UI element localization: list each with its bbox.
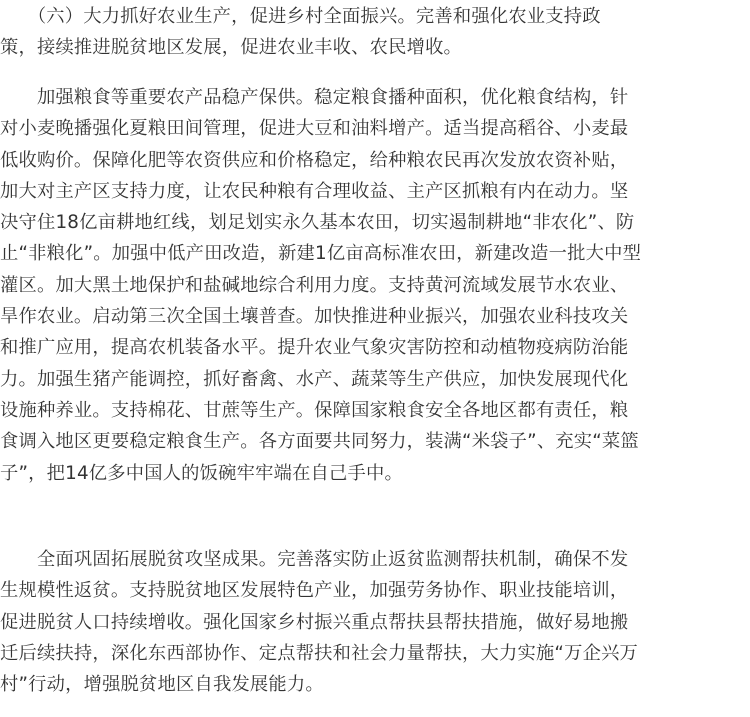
text-line: 设施种养业。支持棉花、甘蔗等生产。保障国家粮食安全各地区都有责任，粮 <box>0 399 629 421</box>
text-line: 低收购价。保障化肥等农资供应和价格稳定，给种粮农民再次发放农资补贴， <box>0 149 629 171</box>
text-line: 和推广应用，提高农机装备水平。提升农业气象灾害防控和动植物疫病防治能 <box>0 337 629 359</box>
paragraph-agriculture-heading <box>0 1 750 64</box>
text-line: 生规模性返贫。支持脱贫地区发展特色产业，加强劳务协作、职业技能培训， <box>0 580 629 602</box>
text-line: 决守住18亿亩耕地红线，划足划实永久基本农田，切实遏制耕地“非农化”、防 <box>0 212 635 234</box>
text-line: 食调入地区更要稳定粮食生产。各方面要共同努力，装满“米袋子”、充实“菜篮 <box>0 431 639 453</box>
text-line: 加大对主产区支持力度，让农民种粮有合理收益、主产区抓粮有内在动力。坚 <box>0 180 629 202</box>
paragraph-grain-supply <box>0 82 750 489</box>
paragraph-poverty-alleviation <box>0 544 750 700</box>
text-line: 旱作农业。启动第三次全国土壤普查。加快推进种业振兴，加强农业科技攻关 <box>0 306 629 328</box>
text-line: 子”，把14亿多中国人的饭碗牢牢端在自己手中。 <box>0 462 403 484</box>
text-line: 对小麦晚播强化夏粮田间管理，促进大豆和油料增产。适当提高稻谷、小麦最 <box>0 118 629 140</box>
text-line: 促进脱贫人口持续增收。强化国家乡村振兴重点帮扶县帮扶措施，做好易地搬 <box>0 611 629 633</box>
text-line: 迁后续扶持，深化东西部协作、定点帮扶和社会力量帮扶，大力实施“万企兴万 <box>0 642 639 664</box>
text-line: 全面巩固拓展脱贫攻坚成果。完善落实防止返贫监测帮扶机制，确保不发 <box>0 549 629 570</box>
text-line: 灌区。加大黑土地保护和盐碱地综合利用力度。支持黄河流域发展节水农业、 <box>0 274 629 296</box>
text-line: （六）大力抓好农业生产，促进乡村全面振兴。完善和强化农业支持政 <box>0 6 601 27</box>
text-line: 村”行动，增强脱贫地区自我发展能力。 <box>0 674 324 696</box>
text-line: 策，接续推进脱贫地区发展，促进农业丰收、农民增收。 <box>0 37 463 59</box>
text-line: 止“非粮化”。加强中低产田改造，新建1亿亩高标准农田，新建改造一批大中型 <box>0 243 642 265</box>
text-line: 力。加强生猪产能调控，抓好畜禽、水产、蔬菜等生产供应，加快发展现代化 <box>0 368 629 390</box>
text-line: 加强粮食等重要农产品稳产保供。稳定粮食播种面积，优化粮食结构，针 <box>0 87 629 108</box>
